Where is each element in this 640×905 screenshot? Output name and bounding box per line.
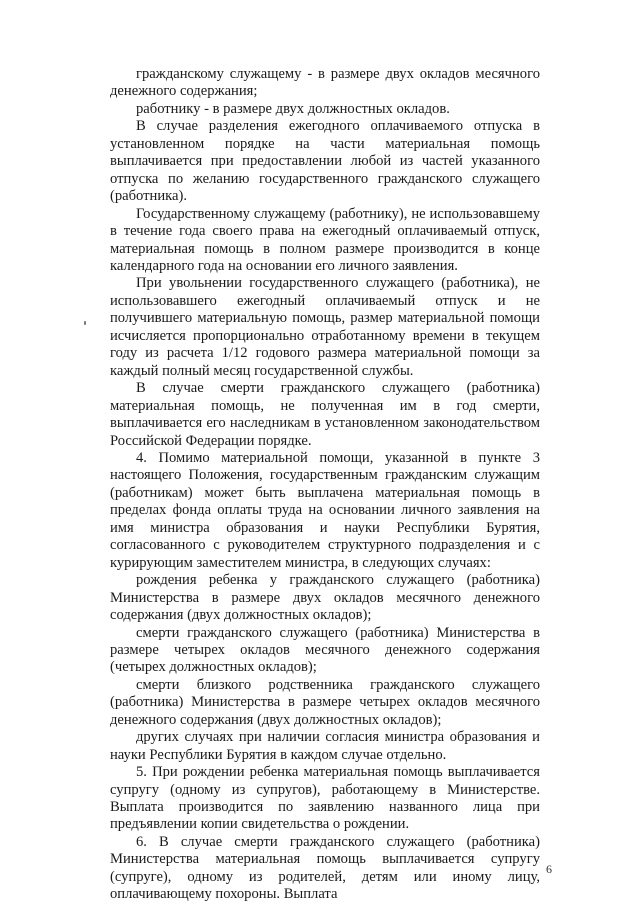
document-body (110, 66, 540, 904)
paragraph: В случае смерти гражданского служащего (работника) материальная помощь, не полученная им в год смерти, выплачивается его наследникам в установленном законодательством Российской Федерации порядке. (110, 380, 540, 449)
paragraph: 5. При рождении ребенка материальная помощь выплачивается супругу (одному из супругов), работающему в Министерстве. Выплата производится по заявлению названного лица при предъявлении копии свидетельства о рождении. (110, 764, 540, 833)
paragraph: рождения ребенка у гражданского служащего (работника) Министерства в размере двух окладов месячного денежного содержания (двух должностных окладов); (110, 572, 540, 624)
page-number: 6 (546, 862, 552, 876)
paragraph: смерти близкого родственника гражданского служащего (работника) Министерства в размере четырех окладов месячного денежного содержания (двух должностных окладов); (110, 676, 540, 728)
scan-speck (84, 321, 86, 325)
paragraph: других случаях при наличии согласия министра образования и науки Республики Бурятия в каждом случае отдельно. (110, 729, 540, 763)
paragraph: работнику - в размере двух должностных окладов. (136, 100, 450, 117)
paragraph: В случае разделения ежегодного оплачиваемого отпуска в установленном порядке на части материальная помощь выплачивается при предоставлении любой из частей указанного отпуска по желанию государственного гражданского служащего (работника). (110, 118, 540, 205)
paragraph: гражданскому служащему - в размере двух окладов месячного денежного содержания; (110, 66, 540, 100)
paragraph: Государственному служащему (работнику), не использовавшему в течение года своего права на ежегодный оплачиваемый отпуск, материальная помощь в полном размере производится в конце календарного года на основании его личного заявления. (110, 205, 540, 274)
paragraph: При увольнении государственного служащего (работника), не использовавшего ежегодный оплачиваемый отпуск и не получившего материальную помощь, размер материальной помощи исчисляется пропорционально отработанному времени в текущем году из расчета 1/12 годового размера материальной помощи за каждый полный месяц государственной службы. (110, 275, 540, 379)
paragraph: смерти гражданского служащего (работника) Министерства в размере четырех окладов месячного денежного содержания (четырех должностных окладов); (110, 624, 540, 676)
paragraph: 6. В случае смерти гражданского служащего (работника) Министерства материальная помощь выплачивается супругу (супруге), одному из родителей, детям или иному лицу, оплачивающему похороны. Выплата (110, 833, 540, 903)
paragraph: 4. Помимо материальной помощи, указанной в пункте 3 настоящего Положения, государственным гражданским служащим (работникам) может быть выплачена материальная помощь в пределах фонда оплаты труда на основании личного заявления на имя министра образования и науки Республики Бурятия, согласованного с руководителем структурного подразделения и с курирующим заместителем министра, в следующих случаях: (110, 449, 540, 571)
